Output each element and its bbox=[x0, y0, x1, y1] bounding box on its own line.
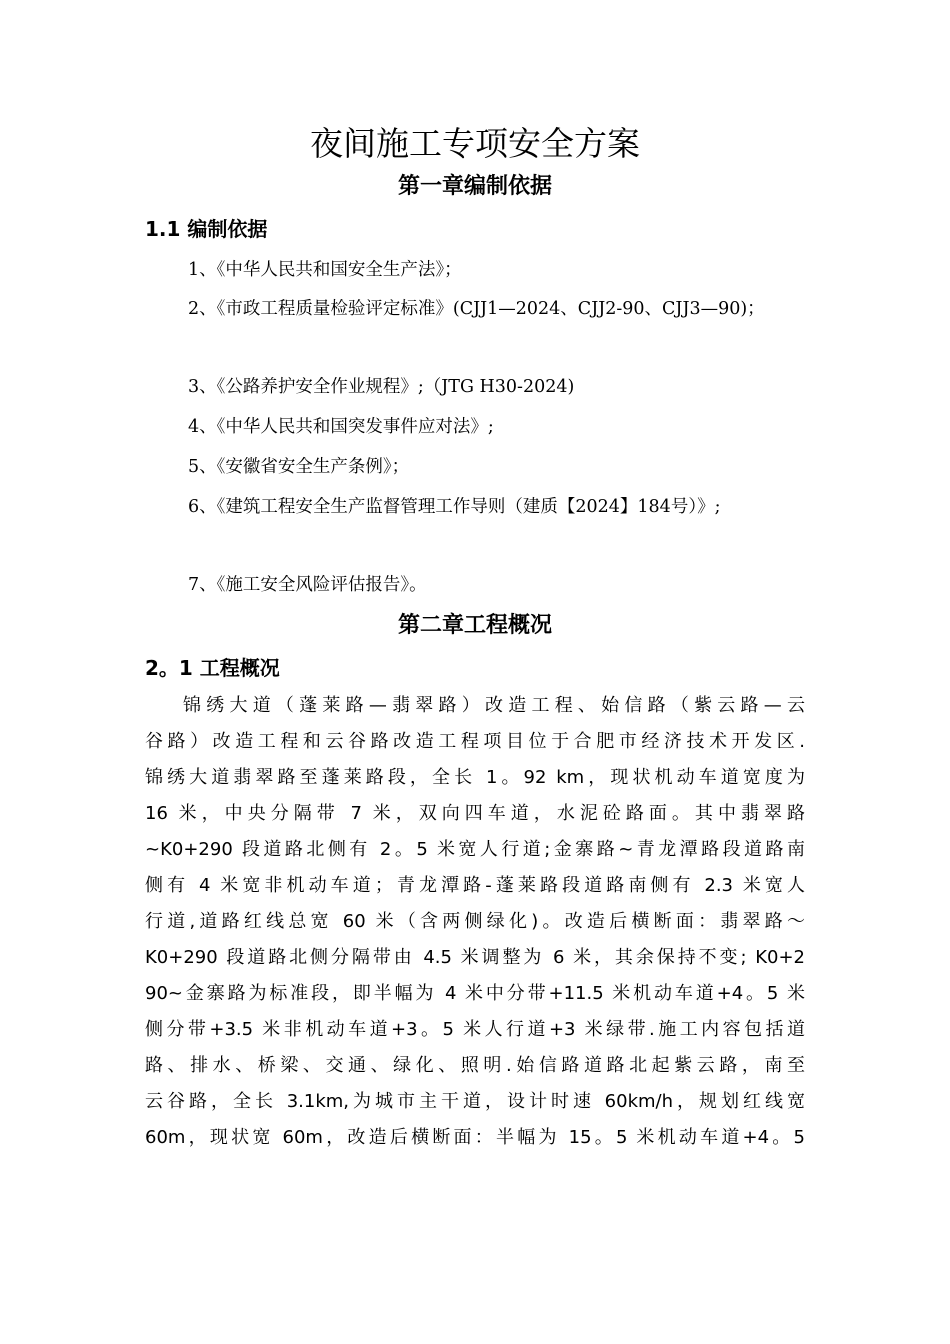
basis-item-6: 6、《建筑工程安全生产监督管理工作导则（建质【2024】184号）》; bbox=[188, 497, 721, 517]
chapter-2-heading: 第二章工程概况 bbox=[397, 613, 552, 638]
overview-line-4: 16 米，中央分隔带 7 米，双向四车道，水泥砼路面。其中翡翠路 bbox=[145, 803, 805, 824]
overview-line-1: 锦绣大道（蓬莱路—翡翠路）改造工程、始信路（紫云路—云 bbox=[183, 695, 805, 716]
overview-line-3: 锦绣大道翡翠路至蓬莱路段，全长 1。92 km，现状机动车道宽度为 bbox=[145, 767, 805, 788]
overview-line-12: 云谷路，全长 3.1km,为城市主干道，设计时速 60km/h，规划红线宽 bbox=[145, 1091, 805, 1112]
chapter-1-heading: 第一章编制依据 bbox=[397, 174, 552, 199]
basis-item-2: 2、《市政工程质量检验评定标准》(CJJ1—2024、CJJ2-90、CJJ3—90)； bbox=[188, 299, 765, 319]
overview-line-9: 90~金寨路为标准段，即半幅为 4 米中分带+11.5 米机动车道+4。5 米 bbox=[145, 983, 805, 1004]
basis-item-3: 3、《公路养护安全作业规程》;（JTG H30-2024) bbox=[188, 377, 575, 397]
overview-line-5: ~K0+290 段道路北侧有 2。5 米宽人行道;金寨路~青龙潭路段道路南 bbox=[145, 839, 805, 860]
overview-line-10: 侧分带+3.5 米非机动车道+3。5 米人行道+3 米绿带.施工内容包括道 bbox=[145, 1019, 805, 1040]
overview-line-8: K0+290 段道路北侧分隔带由 4.5 米调整为 6 米，其余保持不变; K0+2 bbox=[145, 947, 805, 968]
basis-item-4: 4、《中华人民共和国突发事件应对法》; bbox=[188, 417, 494, 437]
overview-line-7: 行道,道路红线总宽 60 米（含两侧绿化)。改造后横断面：翡翠路～ bbox=[145, 911, 805, 932]
basis-item-7: 7、《施工安全风险评估报告》。 bbox=[188, 575, 427, 595]
section-1-1-heading: 1.1 编制依据 bbox=[145, 217, 268, 241]
overview-line-6: 侧有 4 米宽非机动车道；青龙潭路-蓬莱路段道路南侧有 2.3 米宽人 bbox=[145, 875, 805, 896]
overview-line-11: 路、排水、桥梁、交通、绿化、照明.始信路道路北起紫云路，南至 bbox=[145, 1055, 805, 1076]
overview-line-2: 谷路）改造工程和云谷路改造工程项目位于合肥市经济技术开发区. bbox=[145, 731, 805, 752]
basis-item-5: 5、《安徽省安全生产条例》； bbox=[188, 457, 410, 477]
basis-item-1: 1、《中华人民共和国安全生产法》； bbox=[188, 260, 462, 280]
section-2-1-heading: 2。1 工程概况 bbox=[145, 656, 280, 680]
document-title: 夜间施工专项安全方案 bbox=[310, 124, 640, 163]
overview-line-13: 60m，现状宽 60m，改造后横断面：半幅为 15。5 米机动车道+4。5 bbox=[145, 1127, 805, 1148]
